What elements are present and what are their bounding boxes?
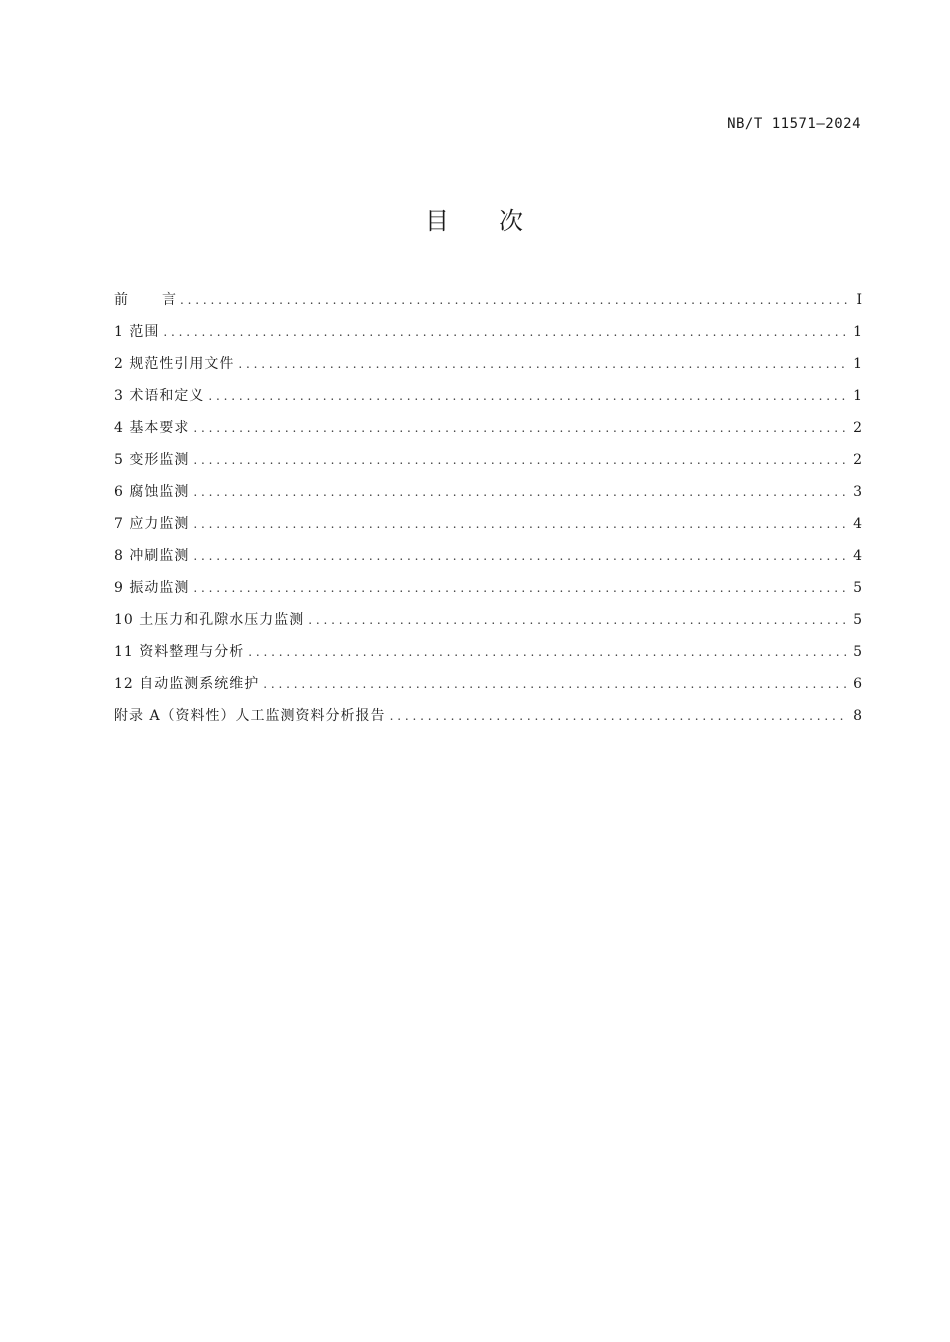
toc-leader-dots [263,668,848,700]
toc-leader-dots [193,508,848,540]
toc-entry-foreword[interactable] [114,284,862,316]
toc-entry-label: 1 范围 [114,324,160,340]
toc-entry-label: 4 基本要求 [114,420,190,436]
toc-leader-dots [390,700,848,732]
toc-leader-dots [193,540,848,572]
toc-entry[interactable] [114,604,862,636]
toc-leader-dots [193,476,848,508]
toc-page-number: 1 [853,356,862,372]
toc-page-number: 4 [853,548,862,564]
toc-page-number: 2 [853,452,862,468]
toc-leader-dots [193,572,848,604]
toc-entry-label: 6 腐蚀监测 [114,484,190,500]
toc-leader-dots [163,316,848,348]
toc-entry-label: 8 冲刷监测 [114,548,190,564]
toc-page-number: 1 [853,324,862,340]
toc-entry[interactable] [114,572,862,604]
toc-page-number: 5 [853,580,862,596]
toc-entry-label: 3 术语和定义 [114,388,205,404]
toc-entry-label: 7 应力监测 [114,516,190,532]
toc-entry-label: 11 资料整理与分析 [114,644,245,660]
toc-entry[interactable] [114,508,862,540]
toc-entry[interactable] [114,316,862,348]
toc-entry[interactable] [114,540,862,572]
toc-entry[interactable] [114,412,862,444]
toc-entry-label: 5 变形监测 [114,452,190,468]
toc-leader-dots [193,444,848,476]
toc-entry-label: 9 振动监测 [114,580,190,596]
document-code: NB/T 11571—2024 [727,116,861,132]
toc-page-number: I [856,292,862,308]
toc-entry[interactable] [114,348,862,380]
toc-entry-appendix-a[interactable] [114,700,862,732]
title-char-2: 次 [499,207,525,235]
toc-entry[interactable] [114,668,862,700]
toc-page-number: 8 [853,708,862,724]
toc-page-number: 3 [853,484,862,500]
toc-entry[interactable] [114,444,862,476]
page-title [0,201,950,236]
toc-page-number: 2 [853,420,862,436]
toc-leader-dots [180,284,848,316]
toc-page-number: 1 [853,388,862,404]
toc-leader-dots [193,412,848,444]
toc-page-number: 4 [853,516,862,532]
title-char-1: 目 [425,207,451,235]
toc-entry[interactable] [114,636,862,668]
toc-page-number: 5 [853,612,862,628]
toc-page-number: 5 [853,644,862,660]
toc-entry[interactable] [114,380,862,412]
toc-entry-label: 2 规范性引用文件 [114,356,235,372]
toc-entry-label: 10 土压力和孔隙水压力监测 [114,612,305,628]
toc-entry[interactable] [114,476,862,508]
toc-page-number: 6 [853,676,862,692]
toc-entry-label: 12 自动监测系统维护 [114,676,260,692]
toc-leader-dots [208,380,848,412]
toc-entry-label: 前 言 [114,292,176,308]
toc-leader-dots [308,604,848,636]
toc-leader-dots [248,636,848,668]
toc-leader-dots [238,348,848,380]
toc-entry-label: 附录 A（资料性）人工监测资料分析报告 [114,708,386,724]
table-of-contents [114,284,862,732]
